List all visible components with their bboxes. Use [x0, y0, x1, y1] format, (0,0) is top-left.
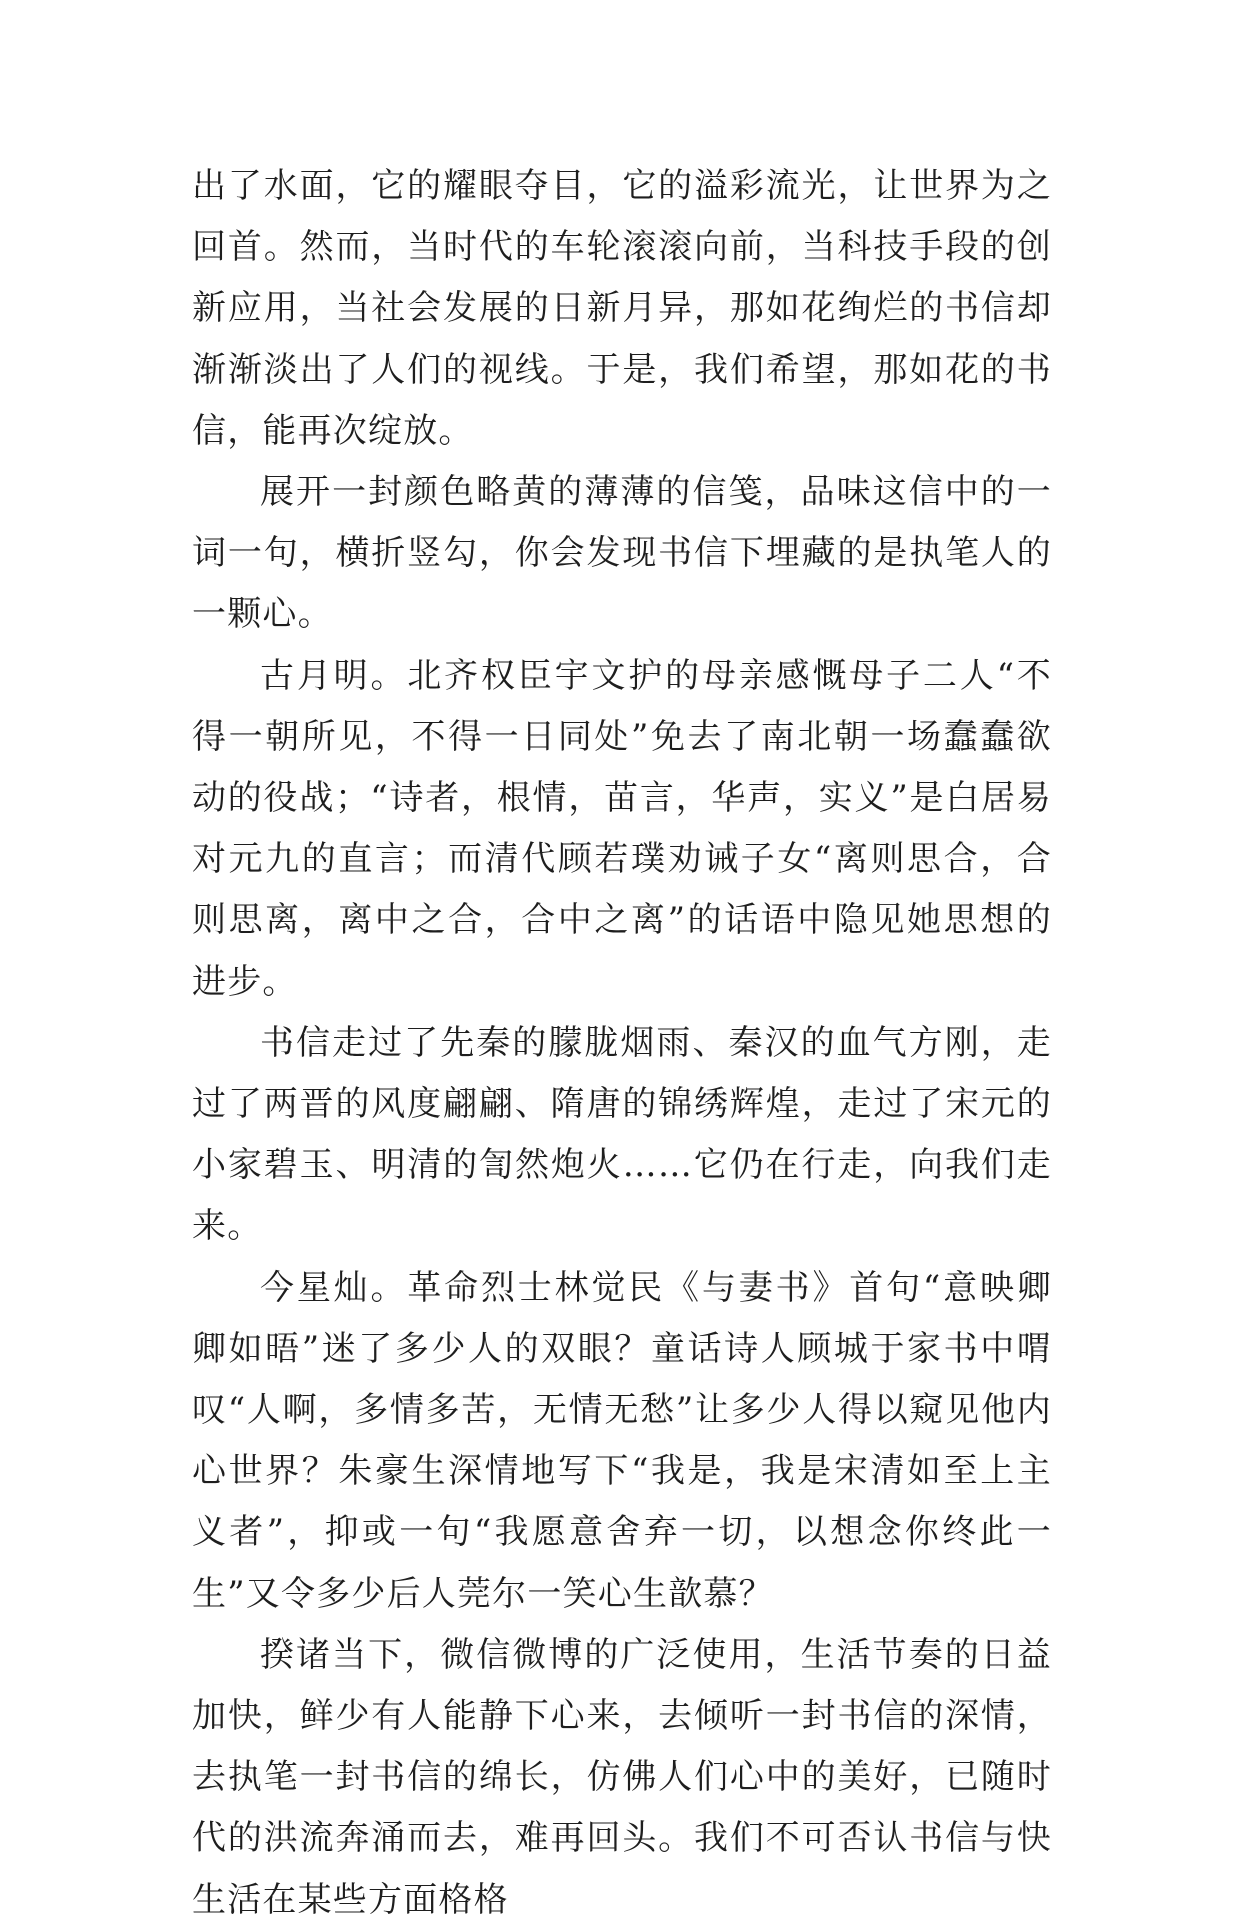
paragraph-5: 今星灿。革命烈士林觉民《与妻书》首句“意映卿卿如晤”迷了多少人的双眼？童话诗人顾城于家书中喟叹“人啊，多情多苦，无情无愁”让多少人得以窥见他内心世界？朱豪生深情地写下“我是，我是宋清如至上主义者”，抑或一句“我愿意舍弃一切，以想念你终此一生”又令多少后人莞尔一笑心生歆慕？ [192, 1267, 1052, 1614]
paragraph-3: 古月明。北齐权臣宇文护的母亲感慨母子二人“不得一朝所见，不得一日同处”免去了南北朝一场蠢蠢欲动的役战；“诗者，根情，苗言，华声，实义”是白居易对元九的直言；而清代顾若璞劝诫子女“离则思合，合则思离，离中之合，合中之离”的话语中隐见她思想的进步。 [192, 655, 1052, 1002]
paragraph-4: 书信走过了先秦的朦胧烟雨、秦汉的血气方刚，走过了两晋的风度翩翩、隋唐的锦绣辉煌，走过了宋元的小家碧玉、明清的訇然炮火……它仍在行走，向我们走来。 [192, 1022, 1052, 1247]
paragraph-6: 揆诸当下，微信微博的广泛使用，生活节奏的日益加快，鲜少有人能静下心来，去倾听一封书信的深情，去执笔一封书信的绵长，仿佛人们心中的美好，已随时代的洪流奔涌而去，难再回头。我们不可否认书信与快生活在某些方面格格 [192, 1634, 1052, 1920]
paragraph-1-continued: 出了水面，它的耀眼夺目，它的溢彩流光，让世界为之回首。然而，当时代的车轮滚滚向前，当科技手段的创新应用，当社会发展的日新月异，那如花绚烂的书信却渐渐淡出了人们的视线。于是，我们希望，那如花的书信，能再次绽放。 [192, 166, 1052, 451]
paragraph-2: 展开一封颜色略黄的薄薄的信笺，品味这信中的一词一句，横折竖勾，你会发现书信下埋藏的是执笔人的一颗心。 [192, 472, 1052, 635]
essay-body [192, 156, 1052, 1931]
